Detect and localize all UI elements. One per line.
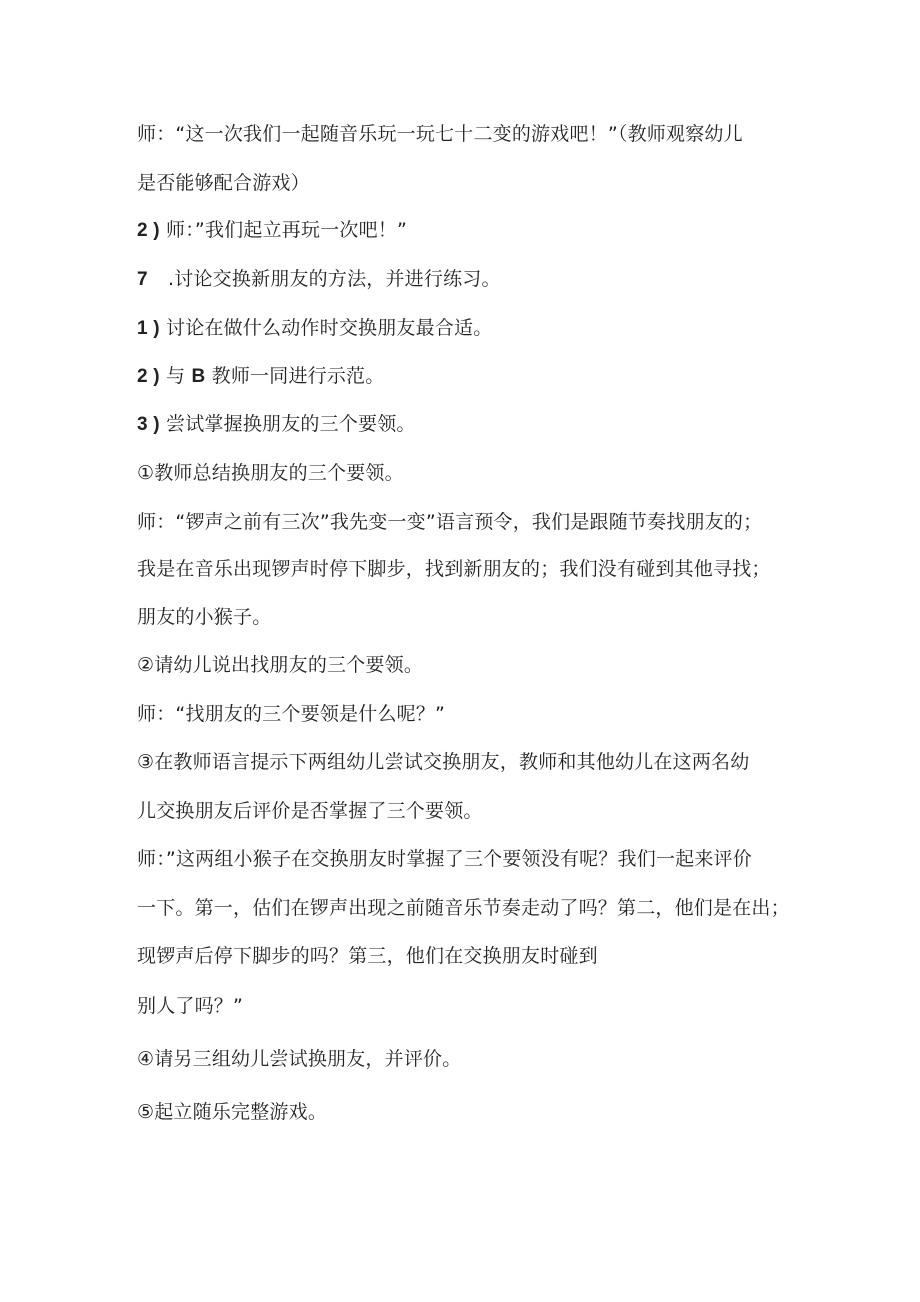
paragraph-line: 现锣声后停下脚步的吗？第三，他们在交换朋友时碰到: [137, 945, 598, 967]
section-dot: .: [168, 268, 175, 290]
paragraph-line: 我是在音乐出现锣声时停下脚步，找到新朋友的；我们没有碰到其他寻找；: [137, 558, 771, 580]
list-marker: 3 ): [137, 414, 160, 435]
list-text: 教师一同进行示范。: [211, 365, 385, 387]
section-text: 讨论交换新朋友的方法，并进行练习。: [174, 268, 501, 290]
list-text: 师：”我们起立再玩一次吧！”: [166, 219, 408, 241]
paragraph-line: 师：“这一次我们一起随音乐玩一玩七十二变的游戏吧！”（教师观察幼儿: [137, 123, 743, 145]
list-marker: 2 ): [137, 220, 160, 241]
paragraph-line: 是否能够配合游戏）: [137, 172, 310, 194]
list-item: [137, 316, 492, 341]
list-item: [137, 364, 384, 389]
paragraph-line: ⑤起立随乐完整游戏。: [137, 1101, 328, 1123]
list-item: [137, 412, 416, 437]
paragraph-line: ④请另三组幼儿尝试换朋友，并评价。: [137, 1048, 462, 1070]
paragraph-line: 儿交换朋友后评价是否掌握了三个要领。: [137, 800, 483, 822]
paragraph-line: 别人了吗？”: [137, 995, 244, 1017]
paragraph-line: ②请幼儿说出找朋友的三个要领。: [137, 654, 424, 676]
list-text: 讨论在做什么动作时交换朋友最合适。: [166, 317, 493, 339]
paragraph-line: 朋友的小猴子。: [137, 606, 272, 628]
section-heading: [137, 267, 501, 292]
list-text: 尝试掌握换朋友的三个要领。: [166, 413, 416, 435]
paragraph-line: 师：“锣声之前有三次”我先变一变”语言预令，我们是跟随节奏找朋友的；: [137, 511, 763, 533]
list-text: 与: [166, 365, 186, 387]
list-text-bold: B: [191, 366, 206, 387]
list-marker: 2 ): [137, 366, 160, 387]
list-item: [137, 218, 407, 243]
list-marker: 1 ): [137, 318, 160, 339]
paragraph-line: ①教师总结换朋友的三个要领。: [137, 462, 404, 484]
paragraph-line: 师：“找朋友的三个要领是什么呢？”: [137, 703, 446, 725]
paragraph-line: ③在教师语言提示下两组幼儿尝试交换朋友，教师和其他幼儿在这两名幼: [137, 751, 750, 773]
section-number: 7: [137, 269, 148, 290]
paragraph-line: 师：”这两组小猴子在交换朋友时掌握了三个要领没有呢？我们一起来评价: [137, 848, 752, 870]
paragraph-line: 一下。第一，估们在锣声出现之前随音乐节奏走动了吗？第二，他们是在出；: [137, 897, 790, 919]
